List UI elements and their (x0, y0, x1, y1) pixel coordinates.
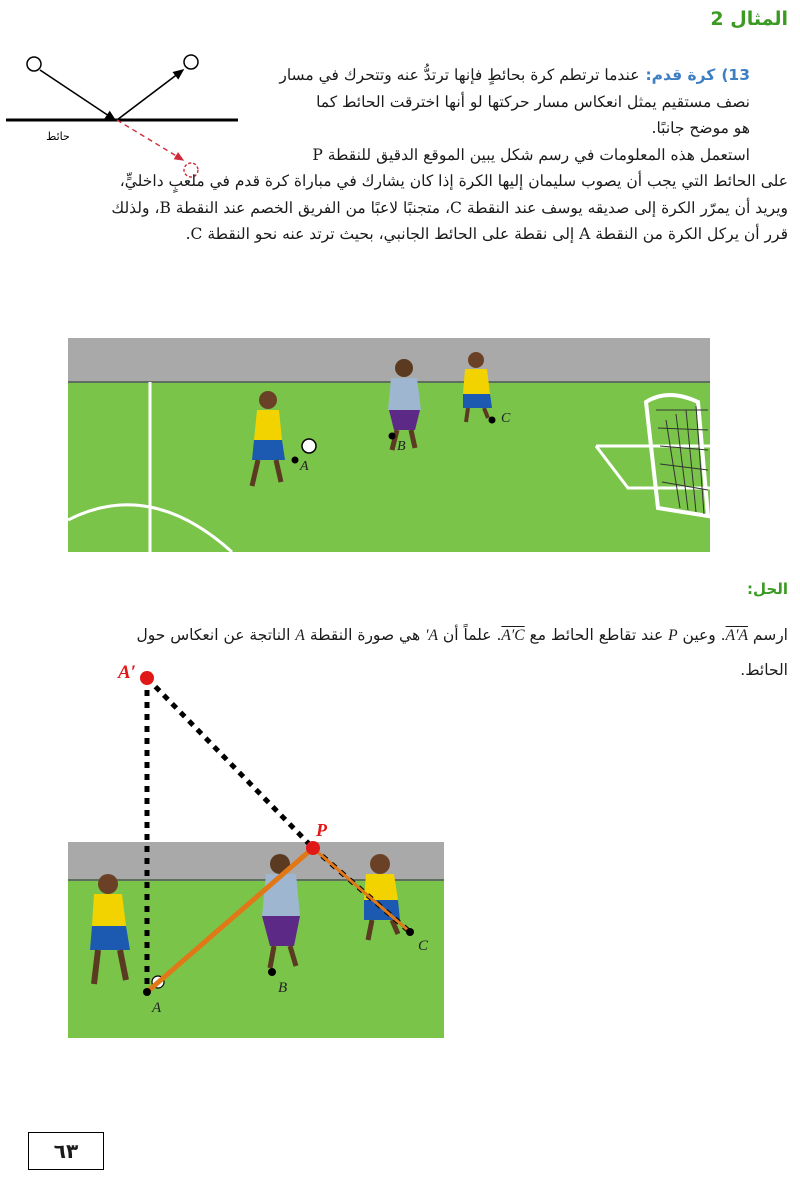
problem-topic: كرة قدم: (645, 66, 716, 84)
label-b: B (278, 980, 288, 996)
problem-line-6: ويريد أن يمرّر الكرة إلى صديقه يوسف عند النقطة C، متجنبًا لاعبًا من الفريق الخصم عند النقطة B، ولذلك (111, 198, 788, 217)
point-c-dot (406, 928, 414, 936)
point-a-dot (143, 988, 151, 996)
point-p-ref: P (668, 627, 678, 644)
problem-text (0, 62, 788, 248)
solution-text-part: ارسم (752, 626, 788, 644)
problem-line-1 (0, 62, 750, 89)
solution-text-part: . وعين (682, 626, 726, 644)
solution-text-part: هي صورة النقطة (309, 626, 421, 644)
problem-line-2: نصف مستقيم يمثل انعكاس مسار حركتها لو أنها اخترقت الحائط كما (316, 92, 750, 111)
label-p: P (316, 820, 327, 840)
label-a-prime: A′ (118, 662, 137, 683)
problem-number: 13) (721, 66, 750, 84)
solution-heading: الحل: (747, 580, 788, 598)
wall-label: حائط (46, 130, 70, 143)
point-b-label: B (397, 439, 406, 454)
example-title: المثال 2 (710, 8, 788, 30)
reflection-construction-figure (0, 650, 800, 1050)
label-a: A (152, 1000, 162, 1016)
solution-line-1 (3, 618, 788, 653)
point-a-ref: A (295, 627, 305, 644)
segment-a-prime-p (147, 678, 313, 848)
point-p-dot (306, 841, 320, 855)
soccer-ball-icon (302, 439, 316, 453)
label-c: C (418, 938, 429, 954)
point-c-label: C (501, 411, 511, 426)
page-number: ٦٣ (28, 1132, 104, 1170)
point-a-prime-dot (140, 671, 154, 685)
problem-line-1-text: عندما ترتطم كرة بحائطٍ فإنها ترتدُّ عنه وتتحرك في مسار (279, 66, 640, 84)
solution-text-part: . علماً أن (442, 626, 502, 644)
problem-line-5: على الحائط التي يجب أن يصوب سليمان إليها الكرة إذا كان يشارك في مباراة كرة قدم في ملعبٍ داخليٍّ، (119, 172, 788, 190)
segment-a-prime-c: A′C (501, 627, 525, 644)
point-a-label: A (300, 459, 309, 474)
solution-text-part: عند تقاطع الحائط مع (529, 626, 664, 644)
problem-line-4: استعمل هذه المعلومات في رسم شكل يبين الموقع الدقيق للنقطة P (312, 145, 750, 164)
solution-line-2: الحائط. (740, 661, 788, 679)
point-b-dot (268, 968, 276, 976)
soccer-field-illustration (68, 338, 710, 552)
problem-line-7: قرر أن يركل الكرة من النقطة A إلى نقطة على الحائط الجانبي، بحيث ترتد عنه نحو النقطة C. (185, 225, 788, 243)
point-a-prime-ref: A′ (425, 627, 438, 644)
segment-a-prime-a: A′A (725, 627, 748, 644)
solution-text-part: الناتجة عن انعكاس حول (136, 626, 291, 644)
problem-line-3: هو موضح جانبًا. (651, 119, 750, 137)
